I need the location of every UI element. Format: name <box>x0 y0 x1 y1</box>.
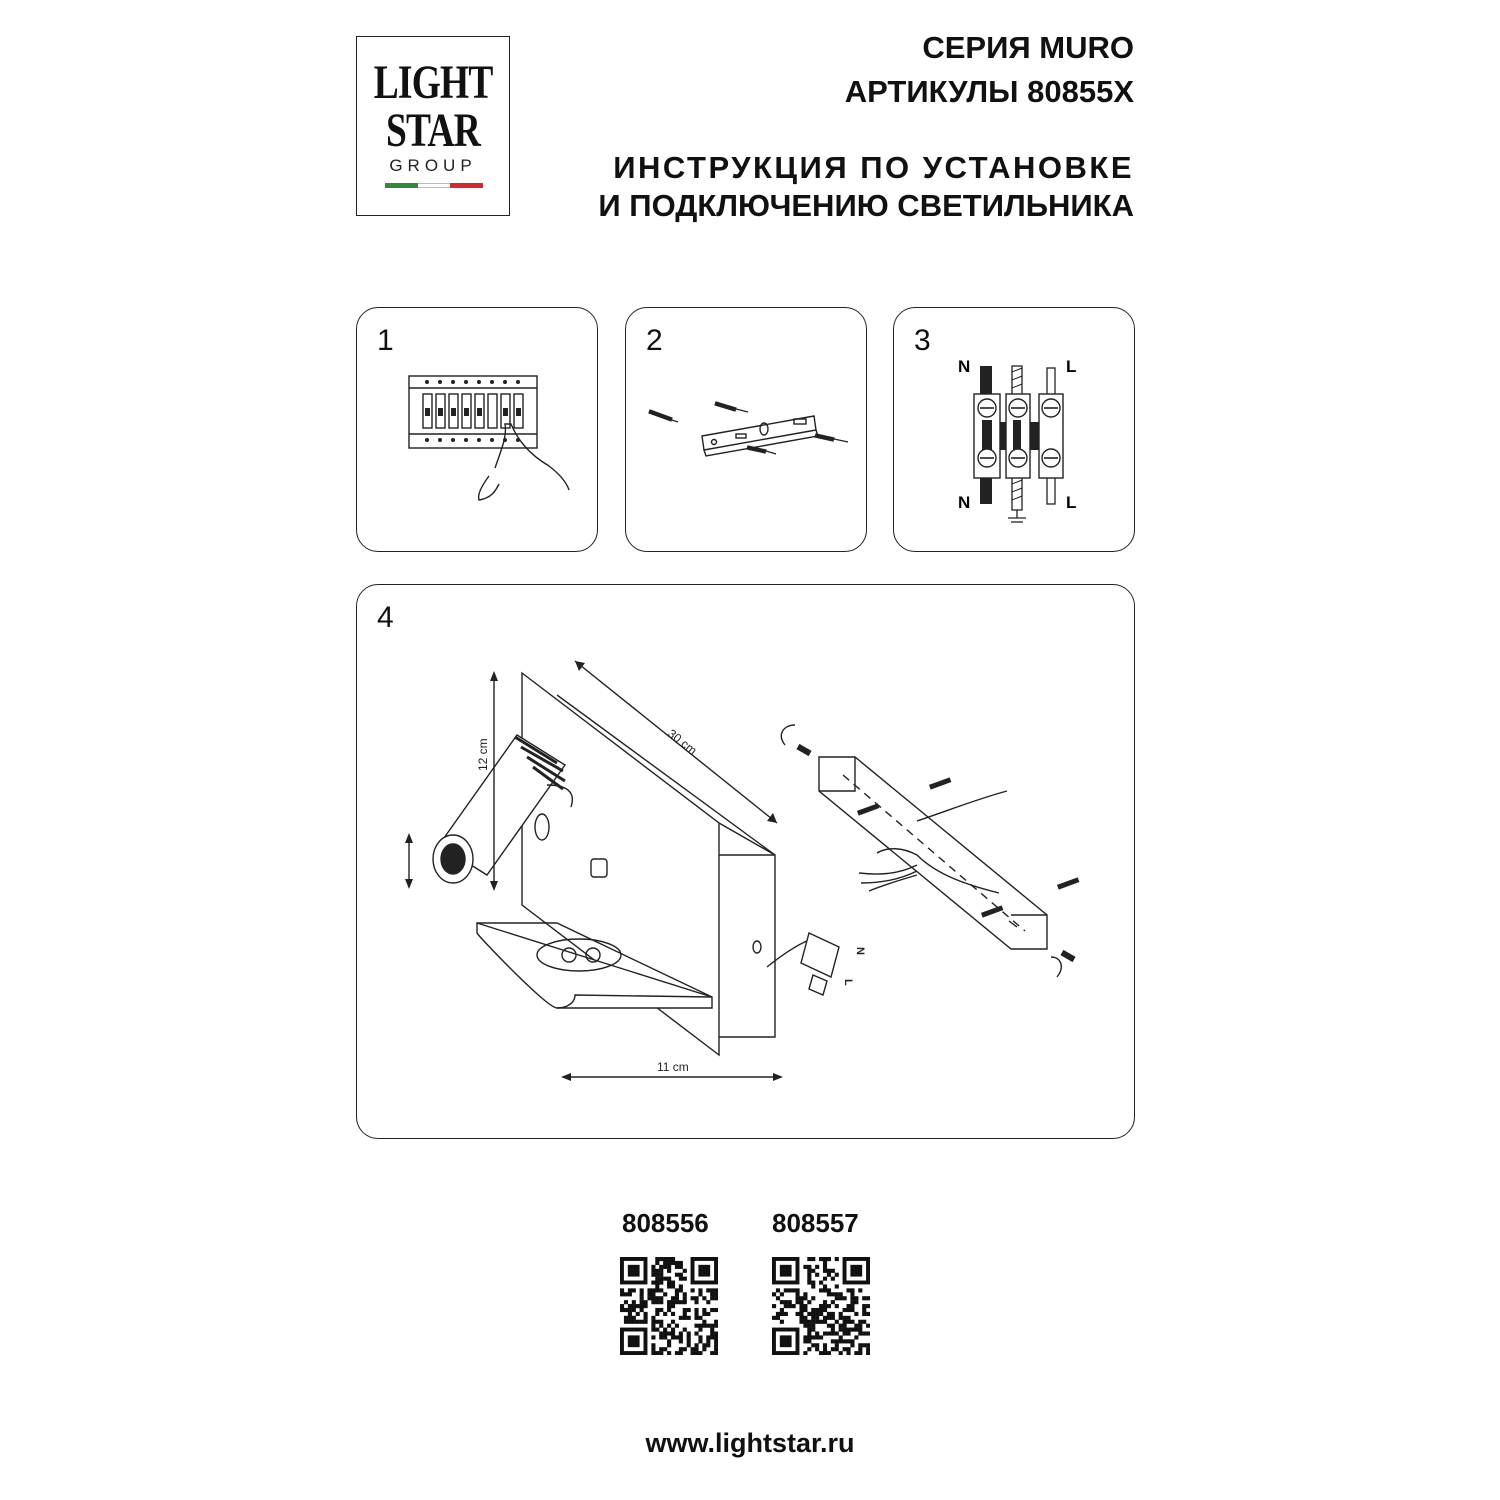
brand-logo <box>356 36 510 216</box>
mounting-bracket-illustration <box>626 308 868 553</box>
wall-plug-icon <box>649 410 678 422</box>
logo-word-group: GROUP <box>389 156 477 175</box>
screw-icon-2 <box>747 446 776 454</box>
terminal-block-icon <box>974 366 1063 522</box>
screw-icon <box>715 402 748 412</box>
line-label-top: L <box>1066 357 1077 376</box>
plug-neutral-label: N <box>854 947 866 955</box>
flag-green <box>385 183 418 188</box>
terminal-connector-icon <box>801 933 839 977</box>
qr-code-808556[interactable] <box>620 1257 718 1360</box>
instruction-title-line1: ИНСТРУКЦИЯ ПО УСТАНОВКЕ <box>613 150 1134 185</box>
height-dimension-label: 12 cm <box>476 738 490 771</box>
step-4-number: 4 <box>377 601 394 634</box>
article-numbers: АРТИКУЛЫ 80855X <box>844 74 1134 109</box>
step-4-panel <box>356 584 1135 1139</box>
step-3-number: 3 <box>914 324 931 357</box>
ground-symbol-icon <box>1008 510 1026 522</box>
plug-line-label: L <box>842 979 854 986</box>
breaker-panel-illustration <box>357 308 599 553</box>
lamp-installation-illustration <box>357 585 1136 1140</box>
line-label-bottom: L <box>1066 493 1077 512</box>
step-1-panel <box>356 307 598 552</box>
step-2-number: 2 <box>646 324 663 357</box>
series-title: СЕРИЯ MURO <box>922 30 1134 65</box>
qr-code-icon <box>620 1257 718 1355</box>
neutral-label-top: N <box>958 357 971 376</box>
neutral-label-bottom: N <box>958 493 971 512</box>
qr-code-808557[interactable] <box>772 1257 870 1360</box>
italian-flag-stripe <box>385 183 483 188</box>
step-1-number: 1 <box>377 324 394 357</box>
wiring-terminal-illustration <box>894 308 1136 553</box>
step-2-panel <box>625 307 867 552</box>
logo-word-light: LIGHT <box>373 56 493 109</box>
flag-white <box>418 183 451 188</box>
qr-code-icon <box>772 1257 870 1355</box>
website-link[interactable]: www.lightstar.ru <box>645 1428 855 1458</box>
step-3-panel <box>893 307 1135 552</box>
article-code-1: 808556 <box>622 1208 709 1238</box>
article-code-2: 808557 <box>772 1208 859 1238</box>
screw-icon-3 <box>815 434 848 442</box>
logo-word-star: STAR <box>386 104 480 157</box>
flag-red <box>450 183 483 188</box>
depth-dimension-label: 30 cm <box>665 726 700 758</box>
instruction-title-line2: И ПОДКЛЮЧЕНИЮ СВЕТИЛЬНИКА <box>598 188 1134 223</box>
bracket-icon <box>702 416 816 450</box>
width-dimension-label: 11 cm <box>657 1060 689 1074</box>
